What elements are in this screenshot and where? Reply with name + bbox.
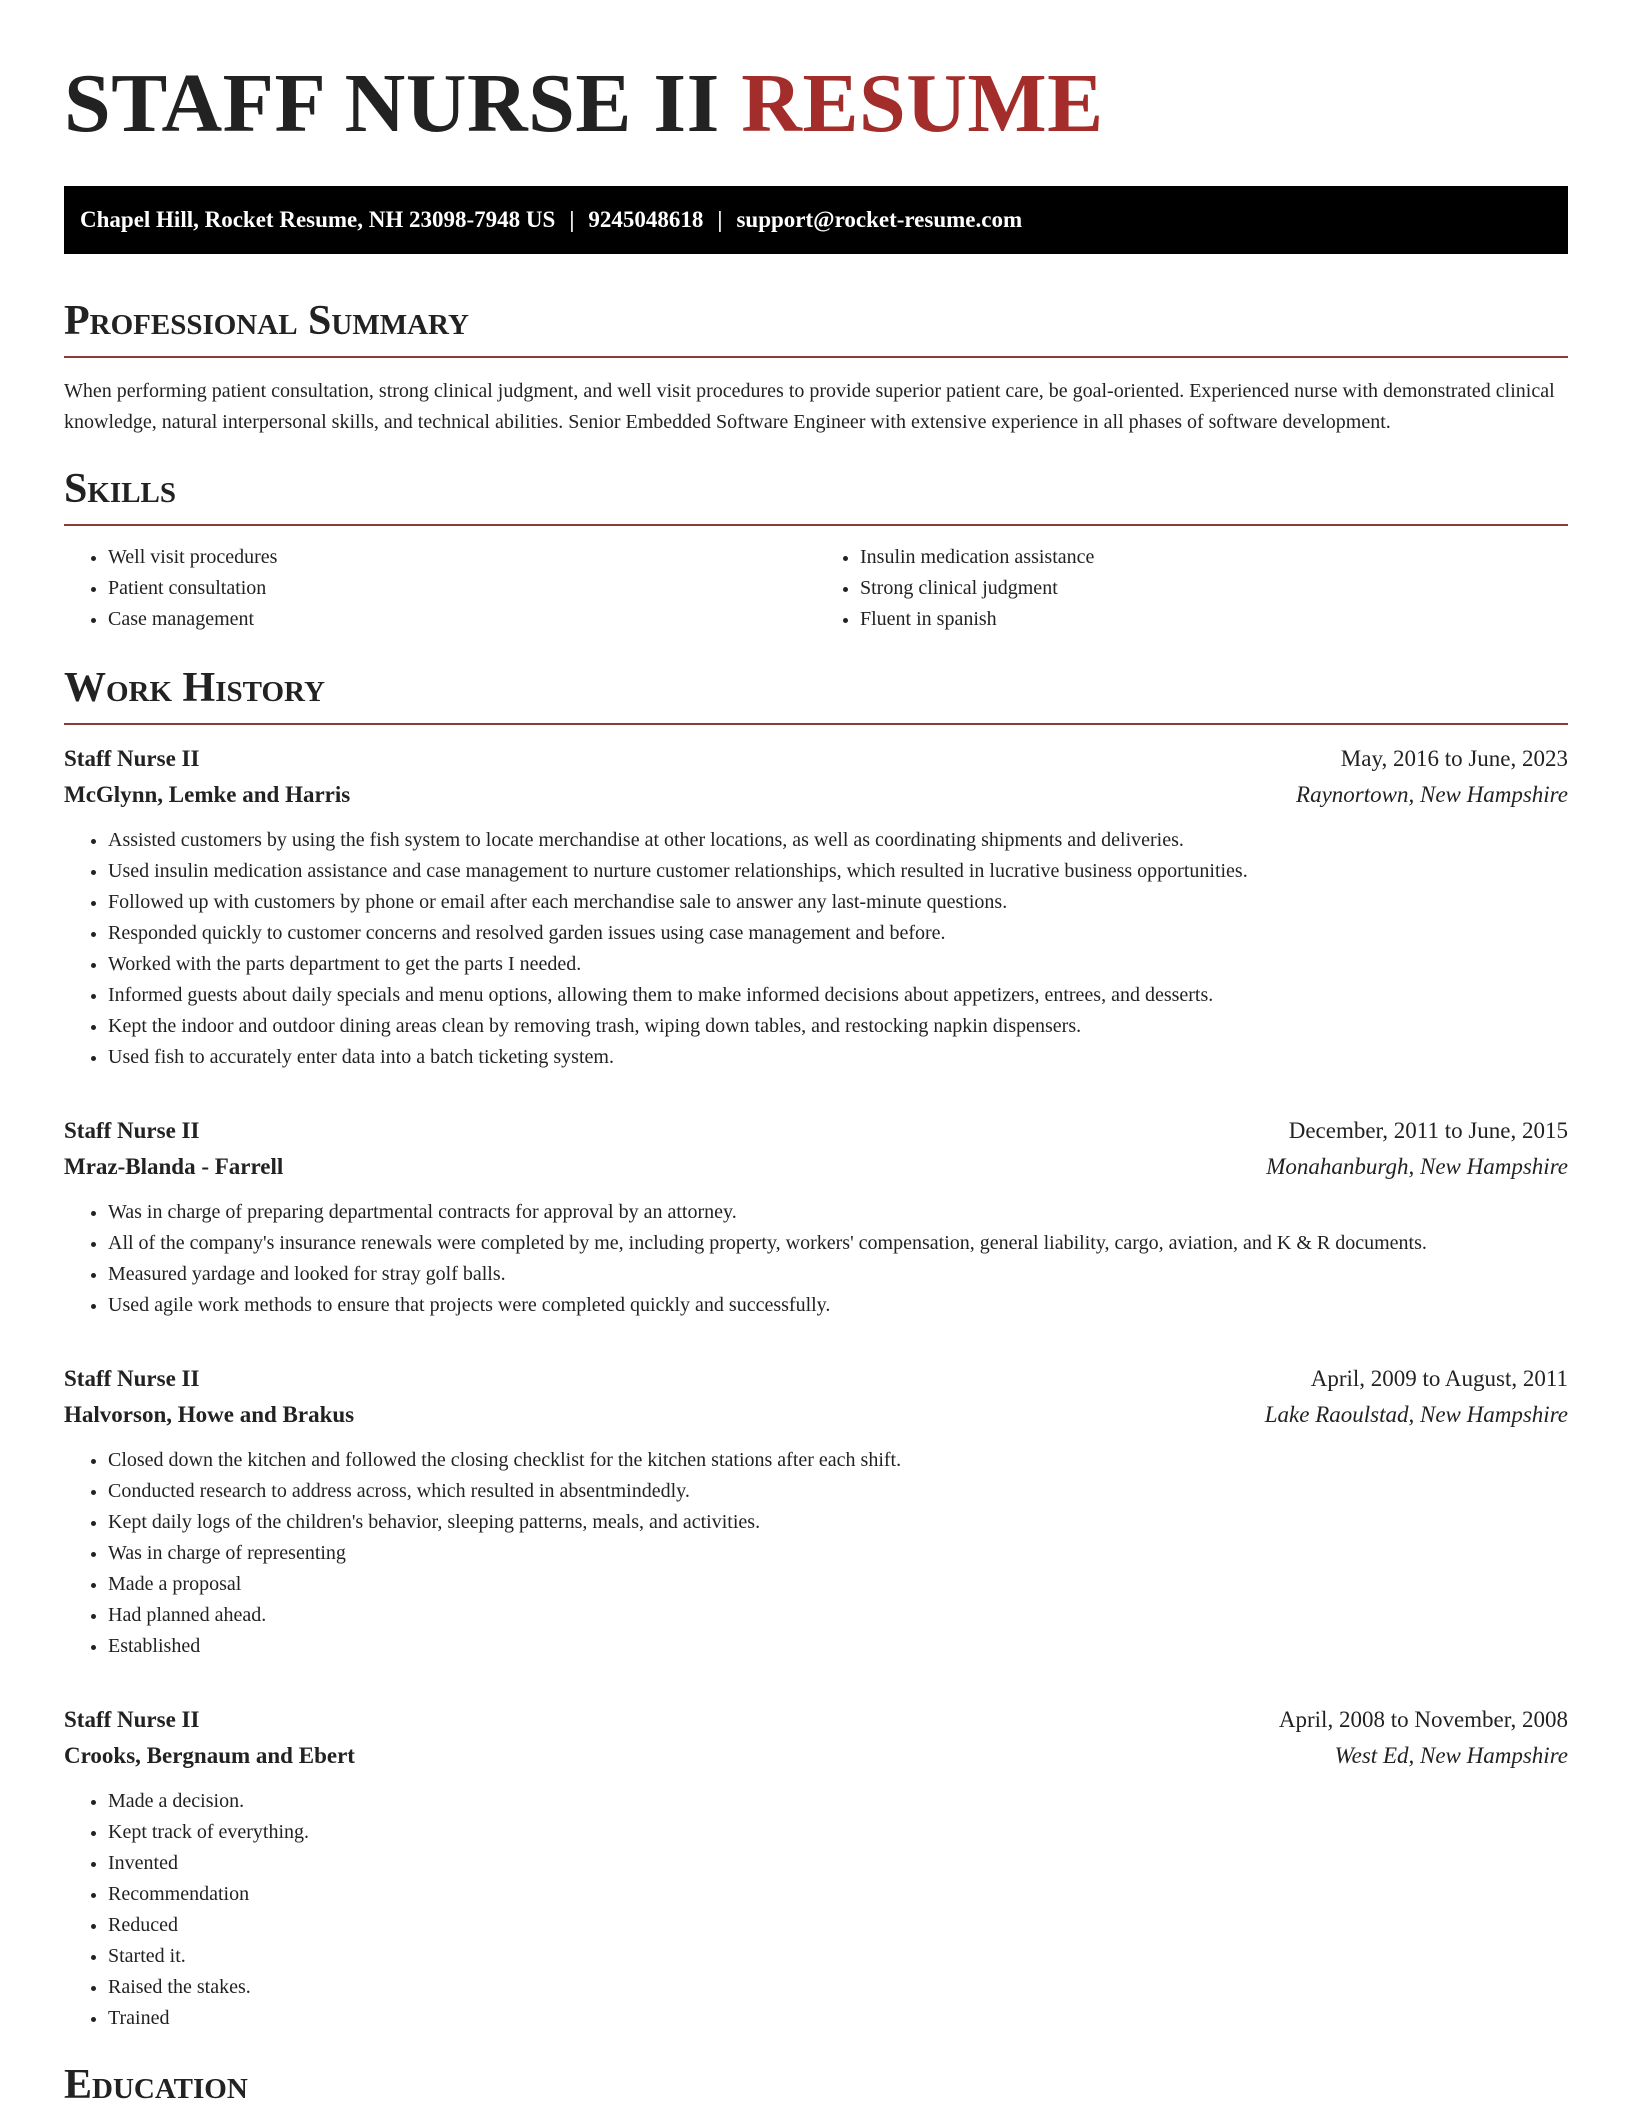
contact-separator: | [569, 207, 575, 232]
job-bullet: • Conducted research to address across, which resulted in absentmindedly. [108, 1476, 1568, 1507]
skills-section [64, 464, 1568, 635]
skill-item: • Case management [108, 604, 816, 635]
job-bullet: • Kept the indoor and outdoor dining areas clean by removing trash, wiping down tables, and restocking napkin dispensers. [108, 1011, 1568, 1042]
skill-item: • Well visit procedures [108, 542, 816, 573]
contact-bar [64, 186, 1568, 254]
job-company: McGlynn, Lemke and Harris [64, 782, 351, 807]
section-divider [64, 524, 1568, 526]
job-bullet: • All of the company's insurance renewals were completed by me, including property, workers' compensation, general liability, cargo, aviation, and K & R documents. [108, 1228, 1568, 1259]
job-bullet: • Trained [108, 2003, 1568, 2034]
job-title: Staff Nurse II [64, 1118, 200, 1143]
job-bullet: • Measured yardage and looked for stray golf balls. [108, 1259, 1568, 1290]
summary-text: When performing patient consultation, strong clinical judgment, and well visit procedures to provide superior patient care, be goal-oriented. Experienced nurse with demonstrated clinical knowledge, natural interpersonal skills, and technical abilities. Senior Embedded Software Engineer with extensive experience in all phases of software development. [64, 380, 1555, 433]
skill-item: • Fluent in spanish [860, 604, 1568, 635]
job-entry [64, 1361, 1568, 1662]
job-bullet: • Worked with the parts department to get the parts I needed. [108, 949, 1568, 980]
contact-separator: | [717, 207, 723, 232]
summary-section [64, 296, 1568, 438]
job-entry [64, 1113, 1568, 1321]
work-history-section [64, 663, 1568, 2034]
contact-phone: 9245048618 [588, 207, 704, 232]
job-dates: April, 2008 to November, 2008 [1278, 1707, 1568, 1732]
job-bullet: • Closed down the kitchen and followed the closing checklist for the kitchen stations after each shift. [108, 1445, 1568, 1476]
page-title [64, 56, 1568, 152]
job-dates: April, 2009 to August, 2011 [1310, 1366, 1568, 1391]
job-bullets [64, 1197, 1568, 1321]
section-divider [64, 356, 1568, 358]
job-title: Staff Nurse II [64, 1707, 200, 1732]
job-bullet: • Used insulin medication assistance and case management to nurture customer relationships, which resulted in lucrative business opportunities. [108, 856, 1568, 887]
skill-item: • Patient consultation [108, 573, 816, 604]
job-bullet: • Made a decision. [108, 1786, 1568, 1817]
job-bullet: • Started it. [108, 1941, 1568, 1972]
job-bullet: • Was in charge of representing [108, 1538, 1568, 1569]
skills-column-right [816, 542, 1568, 635]
education-section [64, 2060, 1568, 2110]
job-company: Halvorson, Howe and Brakus [64, 1402, 355, 1427]
education-heading: Education [64, 2062, 248, 2108]
job-dates: December, 2011 to June, 2015 [1288, 1118, 1568, 1143]
job-bullet: • Kept daily logs of the children's behavior, sleeping patterns, meals, and activities. [108, 1507, 1568, 1538]
skills-heading: Skills [64, 466, 177, 512]
job-bullet: • Recommendation [108, 1879, 1568, 1910]
job-bullet: • Reduced [108, 1910, 1568, 1941]
title-main: STAFF NURSE II [64, 57, 720, 150]
section-divider [64, 723, 1568, 725]
job-bullet: • Informed guests about daily specials and menu options, allowing them to make informed decisions about appetizers, entrees, and desserts. [108, 980, 1568, 1011]
job-bullet: • Kept track of everything. [108, 1817, 1568, 1848]
job-bullets [64, 1786, 1568, 2034]
job-bullet: • Invented [108, 1848, 1568, 1879]
job-dates: May, 2016 to June, 2023 [1340, 746, 1568, 771]
job-company: Crooks, Bergnaum and Ebert [64, 1743, 355, 1768]
contact-email: support@rocket-resume.com [736, 207, 1023, 232]
skill-item: • Strong clinical judgment [860, 573, 1568, 604]
job-bullet: • Made a proposal [108, 1569, 1568, 1600]
job-entry [64, 741, 1568, 1073]
contact-address: Chapel Hill, Rocket Resume, NH 23098-7948 US [80, 207, 556, 232]
skills-list [64, 542, 1568, 635]
job-bullets [64, 825, 1568, 1073]
job-location: West Ed, New Hampshire [1334, 1743, 1568, 1768]
job-bullet: • Followed up with customers by phone or email after each merchandise sale to answer any last-minute questions. [108, 887, 1568, 918]
job-bullet: • Established [108, 1631, 1568, 1662]
job-location: Lake Raoulstad, New Hampshire [1264, 1402, 1568, 1427]
job-title: Staff Nurse II [64, 746, 200, 771]
skill-item: • Insulin medication assistance [860, 542, 1568, 573]
skills-column-left [64, 542, 816, 635]
job-bullet: • Raised the stakes. [108, 1972, 1568, 2003]
job-bullet: • Used fish to accurately enter data into a batch ticketing system. [108, 1042, 1568, 1073]
title-accent: RESUME [741, 57, 1104, 150]
job-bullet: • Used agile work methods to ensure that projects were completed quickly and successfully. [108, 1290, 1568, 1321]
job-bullets [64, 1445, 1568, 1662]
job-bullet: • Responded quickly to customer concerns and resolved garden issues using case management and before. [108, 918, 1568, 949]
job-bullet: • Was in charge of preparing departmental contracts for approval by an attorney. [108, 1197, 1568, 1228]
job-company: Mraz-Blanda - Farrell [64, 1154, 284, 1179]
job-bullet: • Had planned ahead. [108, 1600, 1568, 1631]
job-entry [64, 1702, 1568, 2034]
job-location: Raynortown, New Hampshire [1296, 782, 1568, 807]
job-location: Monahanburgh, New Hampshire [1266, 1154, 1568, 1179]
job-bullet: • Assisted customers by using the fish system to locate merchandise at other locations, as well as coordinating shipments and deliveries. [108, 825, 1568, 856]
work-history-heading: Work History [64, 665, 325, 711]
summary-heading: Professional Summary [64, 298, 469, 344]
job-title: Staff Nurse II [64, 1366, 200, 1391]
